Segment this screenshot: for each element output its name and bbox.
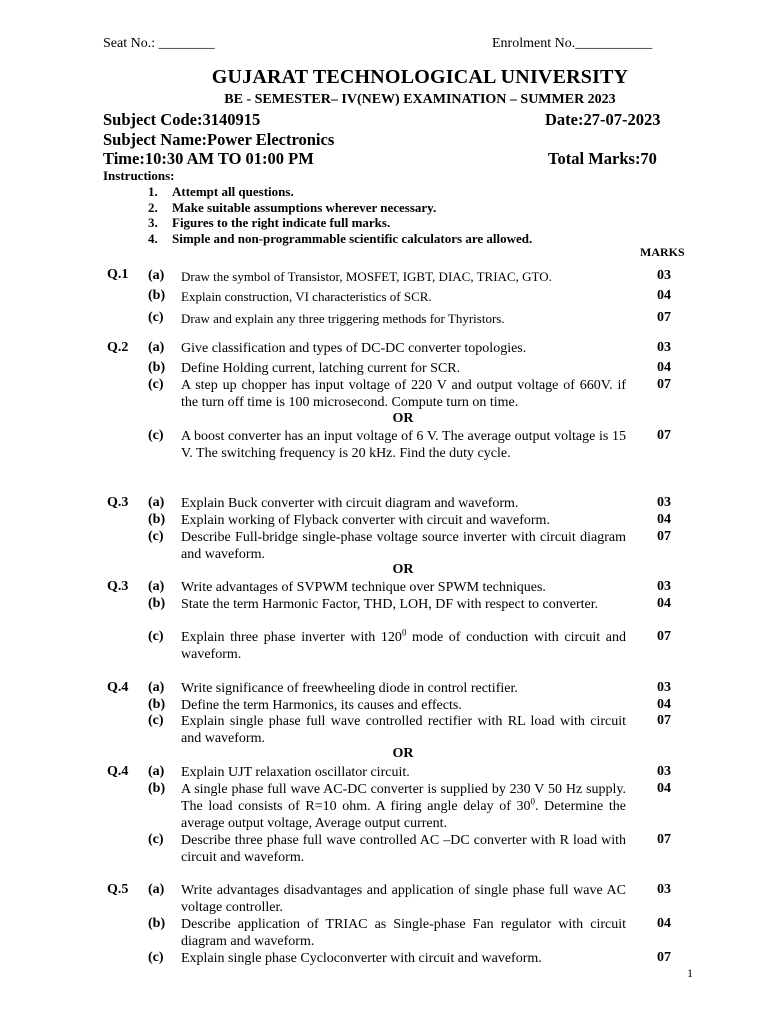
question-marks: 03	[657, 882, 671, 897]
part-label: (a)	[148, 579, 165, 594]
question-text: Draw the symbol of Transistor, MOSFET, IGBT, DIAC, TRIAC, GTO.	[181, 269, 552, 284]
part-label: (a)	[148, 882, 165, 897]
part-label: (b)	[148, 288, 166, 303]
university-title: GUJARAT TECHNOLOGICAL UNIVERSITY	[211, 66, 629, 88]
part-label: (c)	[148, 713, 164, 728]
question-marks: 07	[657, 529, 671, 544]
question-text: Explain working of Flyback converter with circuit and waveform.	[181, 513, 550, 528]
exam-title: BE - SEMESTER– IV(NEW) EXAMINATION – SUMMER 2023	[224, 92, 616, 107]
question-text: Explain single phase Cycloconverter with circuit and waveform.	[181, 951, 542, 966]
part-label: (b)	[148, 512, 166, 527]
exam-time: Time:10:30 AM TO 01:00 PM	[103, 149, 314, 168]
question-text: A step up chopper has input voltage of 220 V and output voltage of 660V. if the turn off time is 100 microsecond. Compute turn on time.	[181, 378, 626, 410]
question-marks: 07	[657, 713, 671, 728]
total-marks: Total Marks:70	[548, 149, 657, 168]
question-number: Q.5	[107, 882, 129, 897]
instruction-item: 1. Attempt all questions.	[148, 184, 294, 199]
or-separator: OR	[392, 746, 414, 761]
question-text: Define Holding current, latching current for SCR.	[181, 361, 461, 376]
part-label: (a)	[148, 764, 165, 779]
question-marks: 04	[657, 288, 671, 303]
part-label: (c)	[148, 377, 164, 392]
part-label: (c)	[148, 950, 164, 965]
question-marks: 07	[657, 629, 671, 644]
question-text: A boost converter has an input voltage of 6 V. The average output voltage is 15 V. The switching frequency is 20 kHz. Find the duty cycle.	[181, 429, 626, 461]
question-number: Q.2	[107, 340, 129, 355]
part-label: (c)	[148, 428, 164, 443]
question-marks: 04	[657, 596, 671, 611]
question-text: State the term Harmonic Factor, THD, LOH, DF with respect to converter.	[181, 597, 599, 612]
page-number: 1	[687, 966, 693, 980]
subject-code: Subject Code:3140915	[103, 110, 261, 129]
question-marks: 04	[657, 781, 671, 796]
part-label: (b)	[148, 596, 166, 611]
question-text: Define the term Harmonics, its causes and effects.	[181, 698, 462, 713]
question-marks: 07	[657, 377, 671, 392]
question-text: Give classification and types of DC-DC converter topologies.	[181, 341, 527, 356]
question-marks: 03	[657, 680, 671, 695]
question-text: Draw and explain any three triggering methods for Thyristors.	[181, 311, 505, 326]
or-separator: OR	[392, 562, 414, 577]
question-text: Describe Full-bridge single-phase voltage source inverter with circuit diagram and waveform.	[181, 530, 626, 562]
question-text: Explain three phase inverter with $120^0$ mode of conduction with circuit and waveform.	[181, 627, 626, 662]
question-text: Describe three phase full wave controlled AC –DC converter with R load with circuit and waveform.	[181, 833, 626, 865]
part-label: (b)	[148, 916, 166, 931]
question-marks: 07	[657, 310, 671, 325]
part-label: (b)	[148, 781, 166, 796]
marks-heading: MARKS	[640, 245, 685, 259]
question-text: Write significance of freewheeling diode in control rectifier.	[181, 681, 518, 696]
seat-number: Seat No.: ________	[103, 36, 215, 51]
part-label: (a)	[148, 340, 165, 355]
or-separator: OR	[392, 411, 414, 426]
question-number: Q.3	[107, 495, 129, 510]
part-label: (a)	[148, 268, 165, 283]
question-number: Q.3	[107, 579, 129, 594]
question-number: Q.1	[107, 267, 129, 282]
part-label: (a)	[148, 680, 165, 695]
instruction-item: 2. Make suitable assumptions wherever necessary.	[148, 200, 437, 215]
question-marks: 04	[657, 512, 671, 527]
question-text: Explain construction, VI characteristics of SCR.	[181, 289, 432, 304]
question-text: Describe application of TRIAC as Single-phase Fan regulator with circuit diagram and waveform.	[181, 917, 626, 949]
question-marks: 07	[657, 950, 671, 965]
question-marks: 03	[657, 579, 671, 594]
instruction-item: 3. Figures to the right indicate full marks.	[148, 215, 391, 230]
question-number: Q.4	[107, 764, 129, 779]
question-marks: 07	[657, 832, 671, 847]
part-label: (b)	[148, 697, 166, 712]
part-label: (c)	[148, 310, 164, 325]
part-label: (a)	[148, 495, 165, 510]
question-marks: 03	[657, 268, 671, 283]
question-text: Write advantages disadvantages and application of single phase full wave AC voltage controller.	[181, 883, 626, 915]
part-label: (c)	[148, 529, 164, 544]
question-marks: 03	[657, 340, 671, 355]
question-text: Explain UJT relaxation oscillator circuit.	[181, 765, 410, 780]
instructions-title: Instructions:	[103, 168, 175, 183]
enrolment-number: Enrolment No.___________	[492, 36, 653, 51]
subject-name: Subject Name:Power Electronics	[103, 130, 335, 149]
question-text: A single phase full wave AC-DC converter is supplied by 230 V 50 Hz supply. The load consists of R=10 ohm. A firing angle delay of $30^0$. Determine the average output voltage, Average output current.	[181, 782, 627, 831]
question-marks: 03	[657, 764, 671, 779]
question-number: Q.4	[107, 680, 129, 695]
question-marks: 04	[657, 360, 671, 375]
instruction-item: 4. Simple and non-programmable scientific calculators are allowed.	[148, 231, 533, 246]
question-text: Explain single phase full wave controlled rectifier with RL load with circuit and waveform.	[181, 714, 626, 746]
exam-date: Date:27-07-2023	[545, 110, 661, 129]
question-marks: 04	[657, 916, 671, 931]
question-marks: 07	[657, 428, 671, 443]
question-marks: 03	[657, 495, 671, 510]
part-label: (c)	[148, 629, 164, 644]
question-marks: 04	[657, 697, 671, 712]
question-text: Explain Buck converter with circuit diagram and waveform.	[181, 496, 519, 511]
part-label: (b)	[148, 360, 166, 375]
question-text: Write advantages of SVPWM technique over SPWM techniques.	[181, 580, 546, 595]
part-label: (c)	[148, 832, 164, 847]
